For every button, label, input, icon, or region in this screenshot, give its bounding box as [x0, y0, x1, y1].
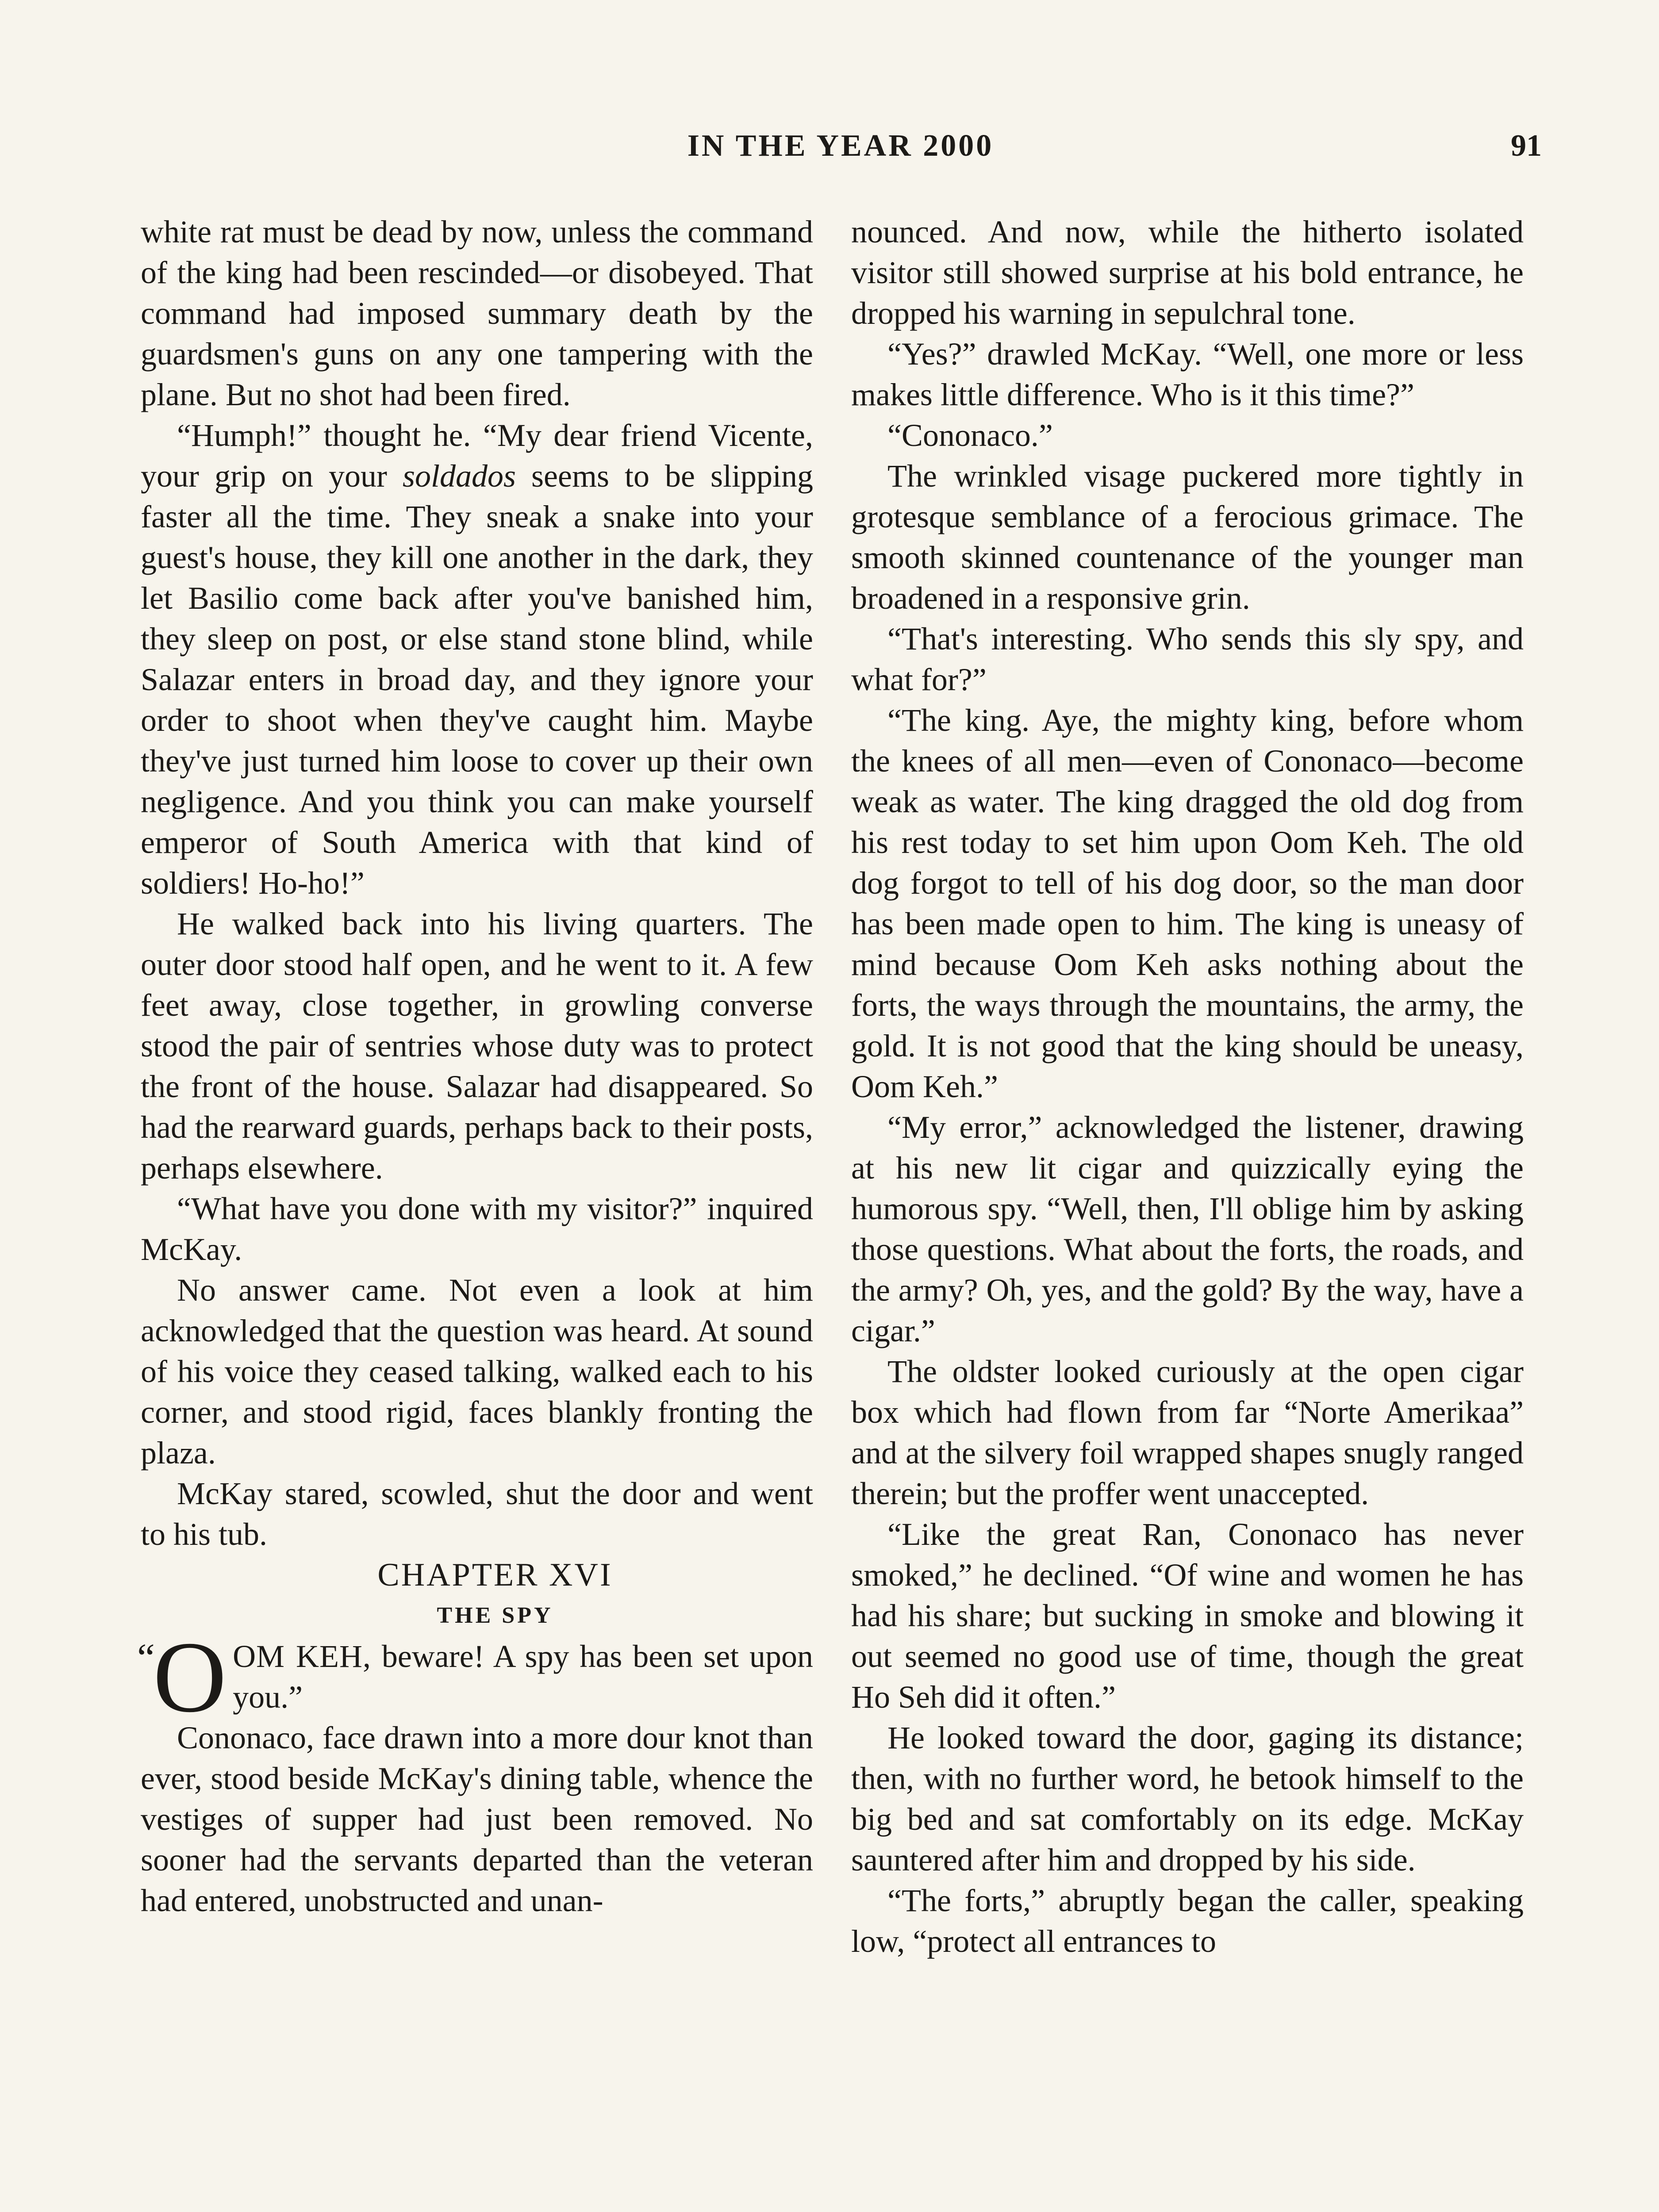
paragraph: white rat must be dead by now, unless the command of the king had been rescinded—or disobeyed. That command had imposed summary death by the guardsmen's guns on any one tampering with the plane. But no shot had been fired. — [141, 214, 813, 412]
paragraph: “Like the great Ran, Cononaco has never smoked,” he declined. “Of wine and women he has had his share; but sucking in smoke and blowing it out seemed no good use of time, though the great Ho Seh did it often.” — [851, 1517, 1524, 1715]
drop-cap-letter: O — [153, 1621, 227, 1733]
paragraph: “My error,” acknowledged the listener, drawing at his new lit cigar and quizzically eying the humorous spy. “Well, then, I'll oblige him by asking those questions. What about the forts, the roads, and the army? Oh, yes, and the gold? By the way, have a cigar.” — [851, 1110, 1524, 1348]
page-number: 91 — [1511, 129, 1542, 163]
paragraph: “That's interesting. Who sends this sly spy, and what for?” — [851, 621, 1524, 697]
paragraph: He walked back into his living quarters. The outer door stood half open, and he went to it. A few feet away, close together, in growling converse stood the pair of sentries whose duty was to protect the front of the house. Salazar had disappeared. So had the rearward guards, perhaps back to their posts, perhaps elsewhere. — [141, 906, 813, 1186]
chapter-opening-paragraph — [137, 1621, 813, 1733]
right-column — [851, 211, 1524, 1962]
paragraph: Cononaco, face drawn into a more dour knot than ever, stood beside McKay's dining table, whence the vestiges of supper had just been removed. No sooner had the servants departed than the veteran had entered, unobstructed and unan- — [141, 1720, 813, 1918]
paragraph: “Cononaco.” — [887, 418, 1053, 453]
paragraph — [141, 415, 813, 903]
paragraph: “The king. Aye, the mighty king, before whom the knees of all men—even of Cononaco—become weak as water. The king dragged the old dog from his rest today to set him upon Oom Keh. The old dog forgot to tell of his dog door, so the man door has been made open to him. The king is uneasy of mind because Oom Keh asks nothing about the forts, the ways through the mountains, the army, the gold. It is not good that the king should be uneasy, Oom Keh.” — [851, 703, 1524, 1104]
chapter-heading: CHAPTER XVI — [377, 1557, 613, 1593]
running-title: IN THE YEAR 2000 — [687, 129, 994, 163]
running-header — [0, 128, 1659, 173]
paragraph: “What have you done with my visitor?” inquired McKay. — [141, 1191, 813, 1267]
paragraph-text: beware! A spy has been set upon you.” — [233, 1639, 813, 1715]
paragraph: The wrinkled visage puckered more tightly in grotesque semblance of a ferocious grimace. The smooth skinned countenance of the younger man broadened in a responsive grin. — [851, 458, 1524, 616]
paragraph: The oldster looked curiously at the open cigar box which had flown from far “Norte Amerikaa” and at the silvery foil wrapped shapes snugly ranged therein; but the proffer went unaccepted. — [851, 1354, 1524, 1511]
italic-word: soldados — [402, 458, 516, 494]
paragraph: “The forts,” abruptly began the caller, speaking low, “protect all entrances to — [851, 1883, 1524, 1959]
paragraph: nounced. And now, while the hitherto isolated visitor still showed surprise at his bold entrance, he dropped his warning in sepulchral tone. — [851, 214, 1524, 331]
drop-cap-lead-in: OM KEH, — [233, 1639, 371, 1674]
paragraph-text: seems to be slipping faster all the time. They sneak a snake into your guest's house, they kill one another in the dark, they let Basilio come back after you've banished him, they sleep on post, or else stand stone blind, while Salazar enters in broad day, and they ignore your order to shoot when they've caught him. Maybe they've just turned him loose to cover up their own negligence. And you think you can make yourself emperor of South America with that kind of soldiers! Ho-ho!” — [141, 458, 813, 901]
paragraph: McKay stared, scowled, shut the door and went to his tub. — [141, 1476, 813, 1552]
paragraph: He looked toward the door, gaging its distance; then, with no further word, he betook himself to the big bed and sat comfortably on its edge. McKay sauntered after him and dropped by his side. — [851, 1720, 1524, 1878]
paragraph: “Yes?” drawled McKay. “Well, one more or less makes little difference. Who is it this time?” — [851, 336, 1524, 412]
left-column — [137, 211, 813, 1921]
paragraph-text: “Humph!” thought he. “My dear friend Vicente, your grip on your — [141, 418, 813, 494]
chapter-subtitle: THE SPY — [437, 1603, 553, 1628]
opening-quote-mark: “ — [137, 1636, 155, 1680]
paragraph: No answer came. Not even a look at him acknowledged that the question was heard. At sound of his voice they ceased talking, walked each to his corner, and stood rigid, faces blankly fronting the plaza. — [141, 1272, 813, 1471]
